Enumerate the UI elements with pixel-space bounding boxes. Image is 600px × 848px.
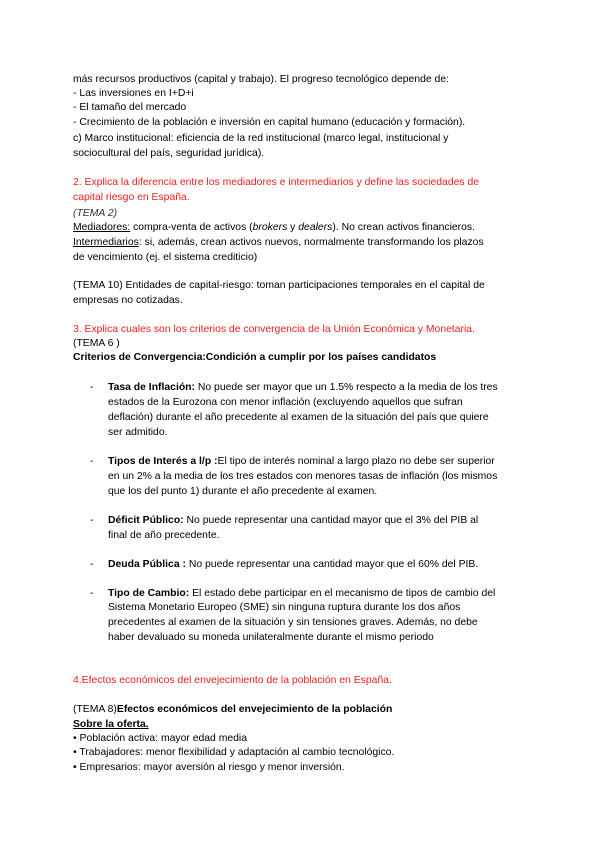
criterion-interest-text: El tipo de interés nominal a largo plazo no debe ser superior [217, 456, 495, 467]
criterion-inflation-text: No puede ser mayor que un 1.5% respecto a la media de los tres [195, 382, 498, 393]
q2-tema: (TEMA 2) [73, 208, 118, 219]
intermediarios-label: Intermediarios [73, 237, 139, 248]
criterion-interest-line-1 [90, 455, 495, 468]
q3-tema: (TEMA 6 ) [73, 338, 120, 349]
criterion-debt-text: No puede representar una cantidad mayor que el 60% del PIB. [185, 559, 479, 570]
q4-heading: Efectos económicos del envejecimiento de la población [116, 704, 393, 715]
brokers-term: brokers [252, 222, 288, 233]
intro-line-5: c) Marco institucional: eficiencia de la red institucional (marco legal, institucional y [73, 133, 449, 144]
criterion-deficit-line-1 [90, 514, 479, 527]
q4-title: 4.Efectos económicos del envejecimiento de la población en España. [73, 675, 392, 686]
q4-bullet-2: • Trabajadores: menor flexibilidad y adaptación al cambio tecnológico. [73, 747, 395, 758]
criterion-debt-label: Deuda Pública : [108, 559, 186, 570]
q4-heading-line [73, 703, 392, 716]
intro-line-6: sociocultural del país, seguridad jurídica). [73, 148, 265, 159]
list-dash: - [90, 588, 94, 599]
criterion-deficit-line-2: final de año precedente. [108, 530, 220, 541]
q3-heading: Criterios de Convergencia:Condición a cumplir por los países candidatos [73, 352, 437, 363]
criterion-inflation-line-3: deflación) durante el año precedente al examen de la situación del país que quiere [108, 412, 489, 423]
list-dash: - [90, 559, 94, 570]
mediadores-text-a: compra-venta de activos ( [130, 222, 253, 233]
intro-line-4: - Crecimiento de la población e inversión en capital humano (educación y formación). [73, 117, 466, 128]
dealers-term: dealers [298, 222, 333, 233]
criterion-exchange-line-2: Sistema Monetario Europeo (SME) sin ninguna ruptura durante los dos años [108, 602, 461, 613]
q2-mediadores-line [73, 221, 475, 234]
criterion-exchange-line-3: precedentes al examen de la situación y sin tensiones graves. Además, no debe [108, 617, 478, 628]
q4-subheading: Sobre la oferta. [73, 719, 149, 730]
criterion-inflation-label: Tasa de Inflación: [108, 382, 195, 393]
y-connector: y [287, 222, 299, 233]
list-dash: - [90, 382, 94, 393]
q2-intermediarios-line [73, 236, 484, 249]
criterion-inflation-line-2: estados de la Eurozona con menor inflación (excluyendo aquellos que sufran [108, 397, 463, 408]
intro-line-2: - Las inversiones en I+D+i [73, 88, 194, 99]
q2-intermediarios-line-2: de vencimiento (ej. el sistema crediticio) [73, 252, 258, 263]
q2-capital-riesgo-line-2: empresas no cotizadas. [73, 295, 183, 306]
q2-title-line-1: 2. Explica la diferencia entre los mediadores e intermediarios y define las sociedades de [73, 177, 480, 188]
criterion-exchange-text: El estado debe participar en el mecanismo de tipos de cambio del [189, 588, 496, 599]
criterion-interest-label: Tipos de Interés a l/p : [108, 456, 218, 467]
criterion-exchange-line-4: haber devaluado su moneda unilateralmente durante el mismo periodo [108, 632, 434, 643]
q2-title-line-2: capital riesgo en España. [73, 192, 190, 203]
list-dash: - [90, 456, 94, 467]
criterion-deficit-text: No puede representar una cantidad mayor que el 3% del PIB al [183, 515, 479, 526]
q3-title: 3. Explica cuales son los criterios de convergencia de la Unión Económica y Monetaria. [73, 324, 475, 335]
q4-bullet-1: • Población activa: mayor edad media [73, 733, 248, 744]
criterion-exchange-label: Tipo de Cambio: [108, 588, 190, 599]
mediadores-text-b: ). No crean activos financieros. [332, 222, 476, 233]
q2-capital-riesgo-line-1: (TEMA 10) Entidades de capital-riesgo: toman participaciones temporales en el capital de [73, 280, 485, 291]
q4-tema: (TEMA 8) [73, 704, 117, 715]
criterion-inflation-line-1 [90, 381, 498, 394]
q4-bullet-3: • Empresarios: mayor aversión al riesgo y menor inversión. [73, 762, 345, 773]
intro-line-1: más recursos productivos (capital y trabajo). El progreso tecnológico depende de: [73, 74, 449, 85]
criterion-debt-line-1 [90, 558, 479, 571]
intermediarios-text: : si, además, crean activos nuevos, normalmente transformando los plazos [138, 237, 484, 248]
criterion-exchange-line-1 [90, 587, 496, 600]
criterion-interest-line-2: en un 2% a la media de los tres estados con menores tasas de inflación (los mismos [108, 471, 498, 482]
criterion-inflation-line-4: ser admitido. [108, 427, 168, 438]
list-dash: - [90, 515, 94, 526]
intro-line-3: - El tamaño del mercado [73, 102, 187, 113]
criterion-deficit-label: Déficit Público: [108, 515, 184, 526]
criterion-interest-line-3: que los del punto 1) durante el año precedente al examen. [108, 486, 378, 497]
mediadores-label: Mediadores: [73, 222, 131, 233]
